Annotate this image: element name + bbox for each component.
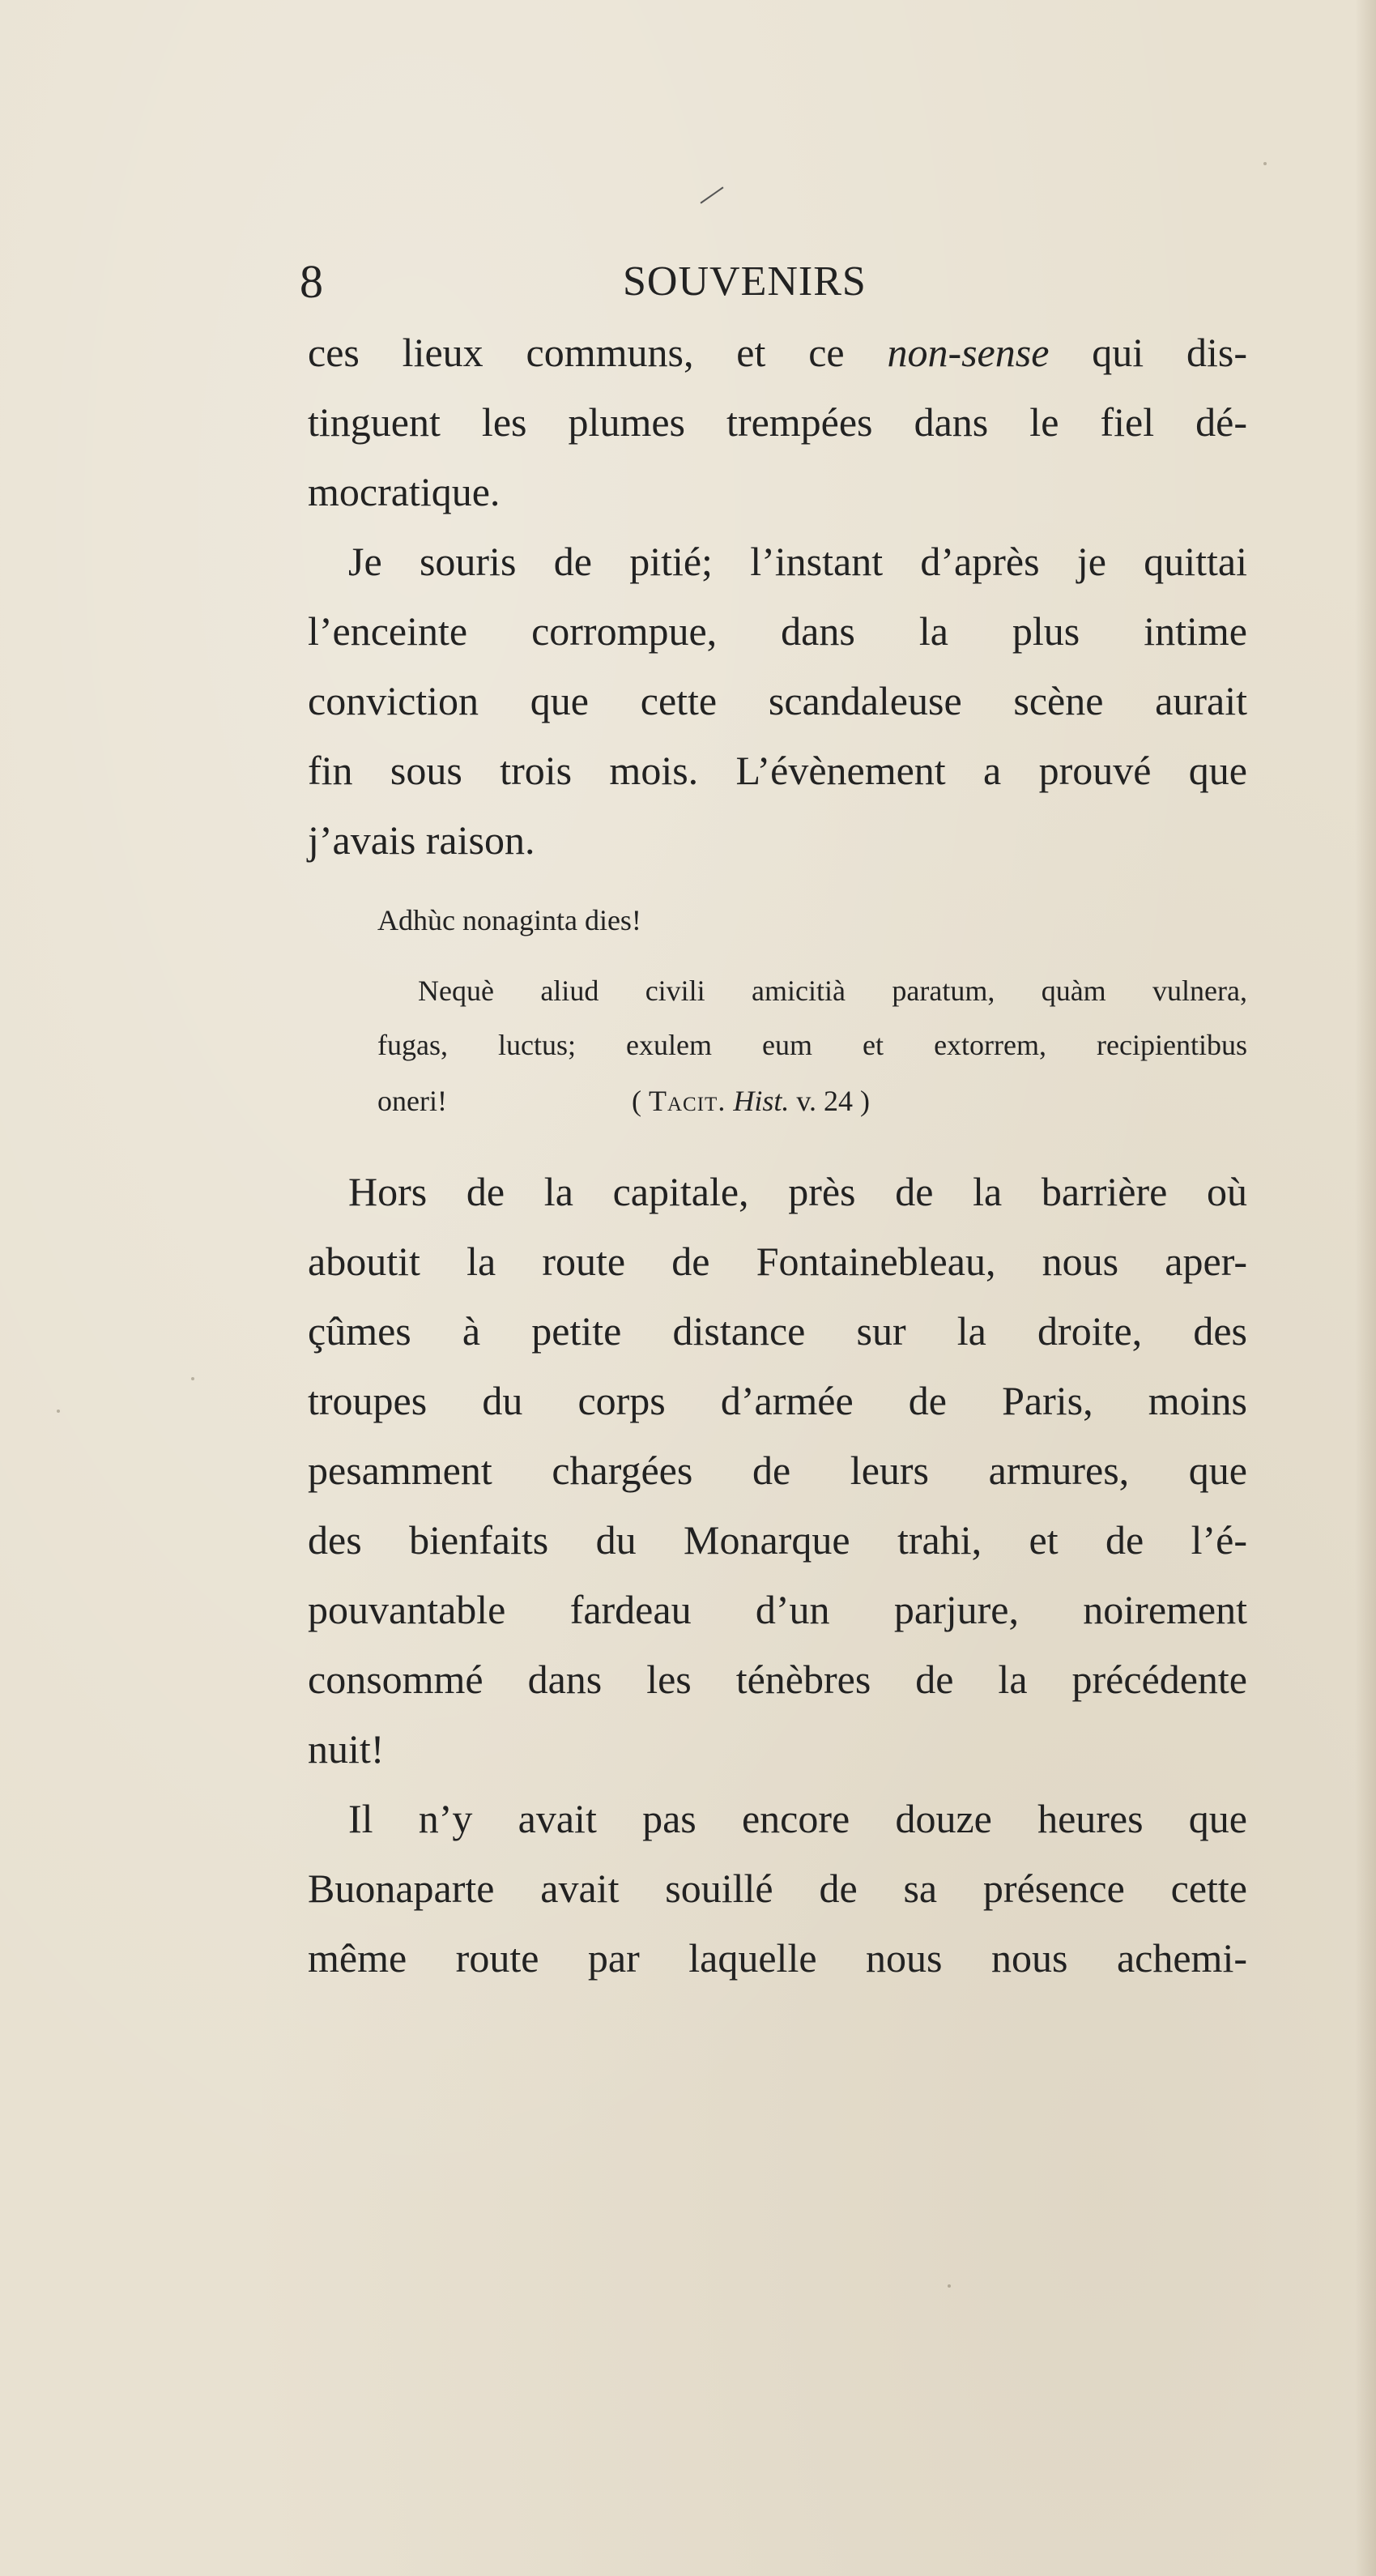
page-number: 8 — [300, 255, 323, 308]
text-line: ces lieux communs, et ce non-sense qui dis- — [308, 330, 1247, 375]
paper-speck — [1263, 162, 1267, 165]
citation: ( Tacit. Hist. v. 24 ) — [632, 1085, 871, 1117]
running-head: SOUVENIRS — [623, 258, 867, 305]
text-line: j’avais raison. — [308, 817, 535, 863]
text-line: des bienfaits du Monarque trahi, et de l’é- — [308, 1517, 1247, 1563]
text-line: l’enceinte corrompue, dans la plus intime — [308, 608, 1247, 654]
stray-pen-mark — [701, 186, 724, 203]
text-line: même route par laquelle nous nous achemi- — [308, 1935, 1247, 1981]
text-line: pesamment chargées de leurs armures, que — [308, 1448, 1247, 1493]
text-line: mocratique. — [308, 469, 501, 514]
page-edge-shadow — [1355, 0, 1376, 2576]
text-line: conviction que cette scandaleuse scène aurait — [308, 678, 1247, 723]
page-header — [300, 249, 1231, 314]
paper-speck — [57, 1410, 60, 1413]
text-line: fin sous trois mois. L’évènement a prouvé que — [308, 748, 1247, 793]
text-line: Buonaparte avait souillé de sa présence cette — [308, 1866, 1247, 1911]
italic-term: non-sense — [887, 330, 1050, 375]
text-line: troupes du corps d’armée de Paris, moins — [308, 1378, 1247, 1423]
quote-line: fugas, luctus; exulem eum et extorrem, recipientibus — [377, 1029, 1247, 1061]
text-line: Je souris de pitié; l’instant d’après je quittai — [348, 539, 1247, 584]
citation-author: Tacit. — [649, 1085, 726, 1117]
quote-line: oneri! — [377, 1085, 447, 1117]
text-line: nuit! — [308, 1726, 385, 1772]
text-line: consommé dans les ténèbres de la précédente — [308, 1657, 1247, 1702]
citation-work: Hist. — [733, 1085, 790, 1117]
paper-speck — [191, 1377, 194, 1380]
text-line: çûmes à petite distance sur la droite, des — [308, 1308, 1247, 1354]
text-line: Hors de la capitale, près de la barrière où — [348, 1169, 1247, 1214]
text-line: Il n’y avait pas encore douze heures que — [348, 1796, 1247, 1841]
text-line: tinguent les plumes trempées dans le fiel dé- — [308, 399, 1247, 445]
text-line: pouvantable fardeau d’un parjure, noirement — [308, 1587, 1247, 1632]
text-line: aboutit la route de Fontainebleau, nous aper- — [308, 1239, 1247, 1284]
quote-line: Adhùc nonaginta dies! — [377, 904, 641, 936]
paper-speck — [948, 2284, 951, 2288]
quote-line: Nequè aliud civili amicitià paratum, quàm vulnera, — [418, 975, 1247, 1007]
